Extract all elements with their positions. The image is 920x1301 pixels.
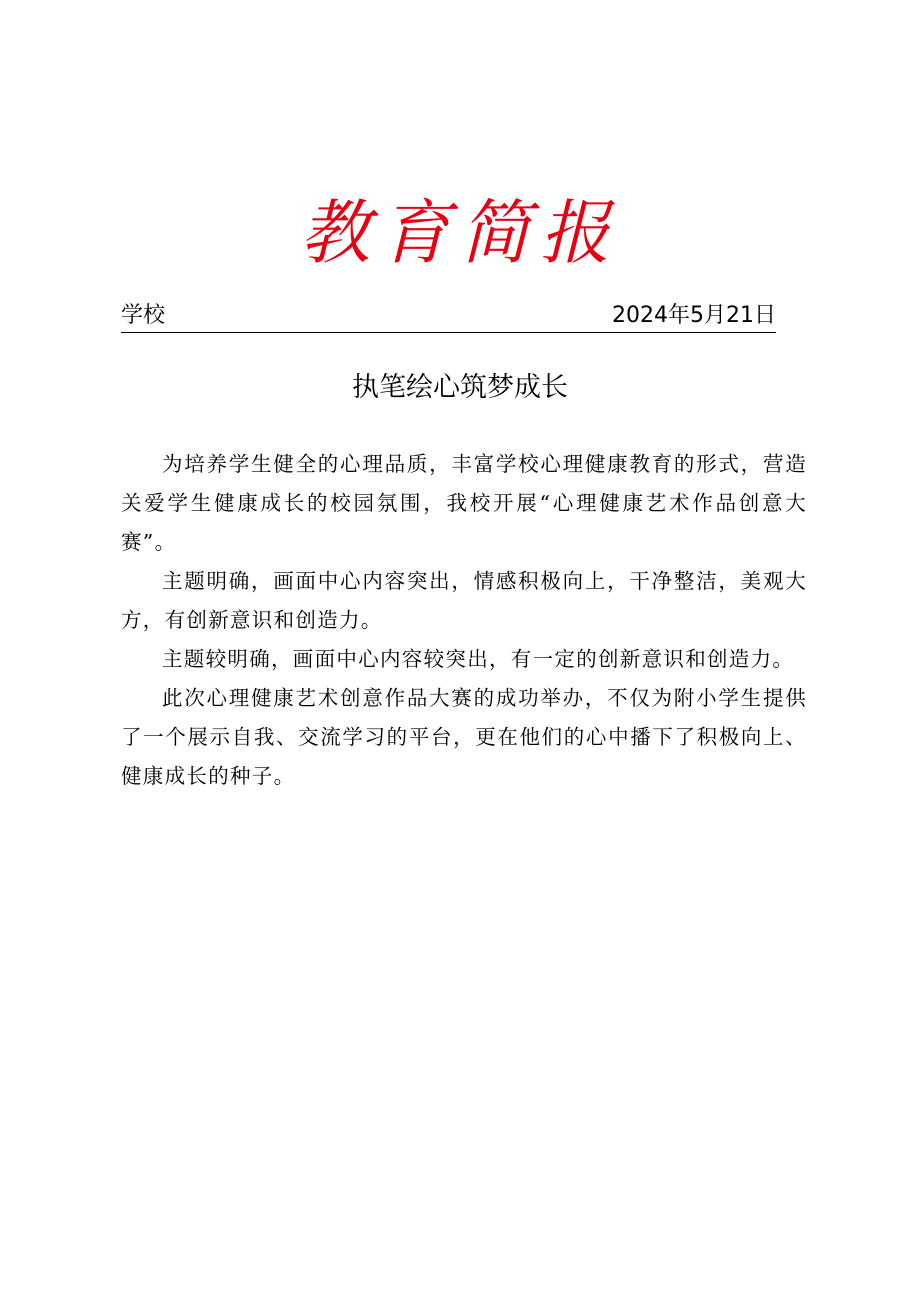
bulletin-masthead: 教育简报: [300, 192, 620, 274]
info-line: [121, 300, 776, 333]
article-title: 执笔绘心筑梦成长: [352, 372, 568, 403]
issue-date: 2024年5月21日: [612, 303, 776, 328]
paragraph: 为培养学生健全的心理品质，丰富学校心理健康教育的形式，营造关爱学生健康成长的校园氛围，我校开展“心理健康艺术作品创意大赛”。: [121, 452, 807, 554]
article-body: [121, 445, 807, 796]
paragraph: 主题较明确，画面中心内容较突出，有一定的创新意识和创造力。: [162, 647, 795, 671]
school-label: 学校: [121, 303, 166, 328]
paragraph: 此次心理健康艺术创意作品大赛的成功举办，不仅为附小学生提供了一个展示自我、交流学习的平台，更在他们的心中播下了积极向上、健康成长的种子。: [121, 686, 807, 788]
paragraph: 主题明确，画面中心内容突出，情感积极向上，干净整洁，美观大方，有创新意识和创造力。: [121, 569, 807, 632]
